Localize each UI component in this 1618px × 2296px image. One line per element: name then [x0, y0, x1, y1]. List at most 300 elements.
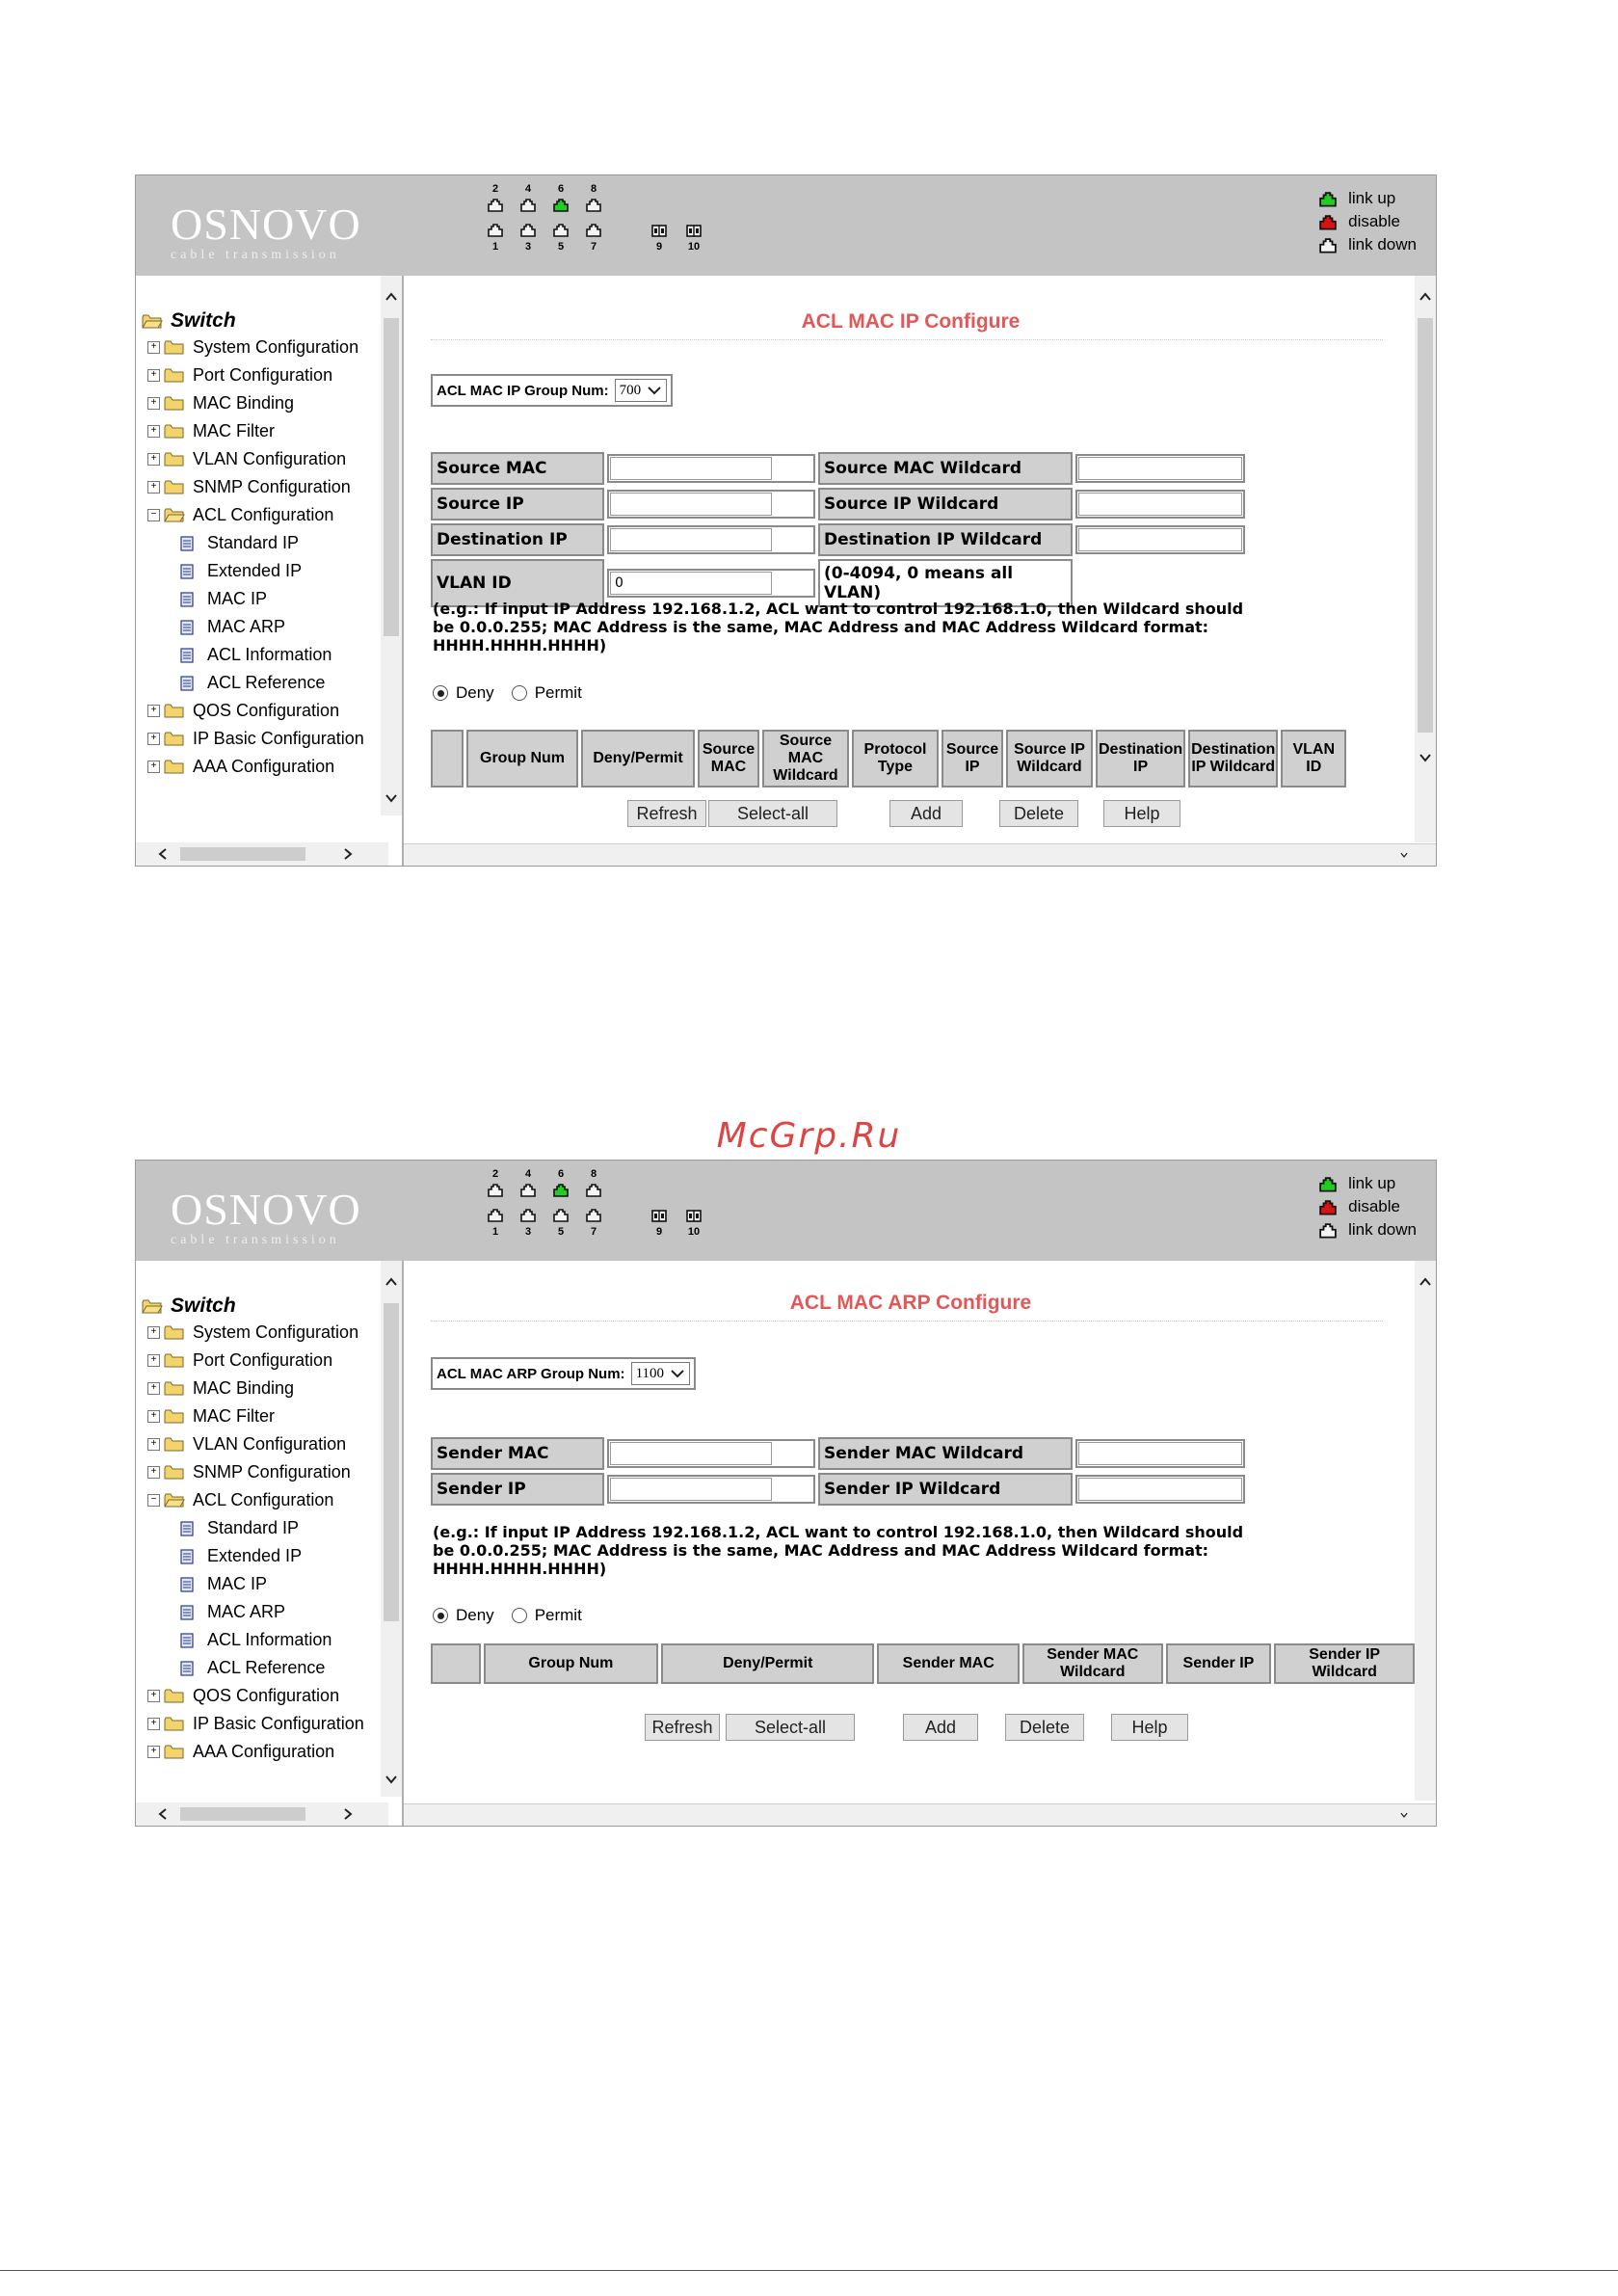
- folder-icon: [164, 396, 185, 411]
- nav-item-mac-ip[interactable]: [142, 1570, 364, 1598]
- document-icon: [180, 1577, 194, 1592]
- sfp-port-10-icon: [686, 1209, 702, 1222]
- port-3-icon: [520, 1209, 536, 1222]
- vlan-id-label: VLAN ID: [431, 559, 604, 607]
- content-vertical-scrollbar[interactable]: [1415, 276, 1436, 842]
- expand-icon[interactable]: +: [147, 425, 160, 438]
- document-icon: [180, 564, 194, 579]
- nav-root-switch[interactable]: [142, 1294, 364, 1319]
- link-down-port-icon: [1319, 238, 1337, 252]
- port-5-icon: [553, 1209, 569, 1222]
- text-input[interactable]: [607, 1439, 815, 1468]
- port-10-icon: [686, 1209, 702, 1222]
- note-line: be 0.0.0.255; MAC Address is the same, MAC Address and MAC Address Wildcard format:: [433, 1541, 1209, 1560]
- expand-icon[interactable]: +: [147, 1410, 160, 1423]
- scroll-up-icon[interactable]: [384, 1274, 399, 1290]
- nav-item-system-configuration[interactable]: [142, 1319, 364, 1347]
- nav-item-label: AAA Configuration: [193, 757, 335, 776]
- nav-item-mac-ip[interactable]: [142, 585, 364, 613]
- nav-item-vlan-configuration[interactable]: [142, 1430, 364, 1458]
- port-8-icon: [586, 199, 601, 212]
- column-header-source-ip: Source IP: [942, 730, 1003, 788]
- link-down-port-icon: [1319, 238, 1337, 254]
- logo-tagline: cable transmission: [171, 248, 340, 262]
- port-number: 10: [687, 1226, 701, 1238]
- legend-link-up: link up: [1348, 189, 1396, 207]
- port-3-icon: [520, 1209, 536, 1222]
- input-value: [1078, 1478, 1242, 1501]
- input-value: [1078, 457, 1242, 480]
- refresh-button[interactable]: Refresh: [627, 800, 706, 827]
- nav-item-label: System Configuration: [193, 1322, 359, 1342]
- permit-radio[interactable]: [512, 685, 527, 701]
- port-number: 7: [590, 241, 597, 253]
- nav-item-label: IP Basic Configuration: [193, 729, 364, 748]
- nav-pane: [136, 276, 404, 866]
- mac-ip-form: [428, 449, 1248, 610]
- column-header-sender-ip-wildcard: Sender IP Wildcard: [1274, 1643, 1415, 1684]
- legend-link-down: link down: [1348, 235, 1417, 254]
- deny-radio[interactable]: [433, 685, 448, 701]
- column-header-deny-permit: Deny/Permit: [661, 1643, 874, 1684]
- nav-item-label: MAC IP: [207, 1574, 268, 1593]
- link-up-port-icon: [1319, 1177, 1337, 1192]
- nav-item-mac-binding[interactable]: [142, 1375, 364, 1402]
- port-6-icon: [553, 199, 569, 212]
- input-value: [610, 1478, 772, 1501]
- text-input[interactable]: [607, 490, 815, 519]
- input-value: [610, 457, 772, 480]
- group-num-select[interactable]: [631, 1362, 690, 1385]
- nav-item-label: Standard IP: [207, 533, 300, 552]
- port-number: 9: [655, 241, 663, 253]
- text-input[interactable]: [1075, 454, 1245, 483]
- nav-item-label: Extended IP: [207, 1546, 303, 1565]
- osnovo-logo: [171, 202, 361, 262]
- folder-icon: [164, 340, 185, 355]
- link-down-port-icon: [1319, 1223, 1337, 1237]
- nav-item-label: ACL Configuration: [193, 505, 334, 524]
- column-header-destination-ip: Destination IP: [1096, 730, 1185, 788]
- folder-icon: [164, 1409, 185, 1424]
- port-number: 5: [557, 1226, 565, 1238]
- port-7-icon: [586, 1209, 601, 1222]
- column-header-group-num: Group Num: [484, 1643, 658, 1684]
- nav-item-acl-reference[interactable]: [142, 669, 364, 697]
- field-label: Destination IP: [431, 523, 604, 556]
- field-label: Source MAC: [431, 452, 604, 485]
- legend-disable: disable: [1348, 212, 1400, 230]
- scroll-down-icon[interactable]: [384, 1772, 399, 1787]
- link-down-port-icon: [1319, 1223, 1337, 1239]
- input-spacer: [774, 529, 812, 550]
- expand-icon[interactable]: +: [147, 1718, 160, 1730]
- port-4-icon: [520, 199, 536, 212]
- nav-item-acl-configuration[interactable]: [142, 1486, 364, 1514]
- expand-icon[interactable]: +: [147, 481, 160, 494]
- port-6-icon: [553, 1184, 569, 1197]
- expand-icon[interactable]: +: [147, 1354, 160, 1367]
- form-row: [431, 1473, 1245, 1506]
- input-spacer: [774, 494, 812, 515]
- document-icon: [180, 1661, 194, 1676]
- port-number: 2: [491, 183, 499, 195]
- expand-icon[interactable]: +: [147, 1746, 160, 1758]
- text-input[interactable]: [1075, 525, 1245, 554]
- document-icon: [180, 592, 194, 607]
- port-number: 1: [491, 1226, 499, 1238]
- disable-port-icon: [1319, 1200, 1337, 1214]
- folder-icon: [164, 1465, 185, 1480]
- expand-icon[interactable]: +: [147, 733, 160, 745]
- input-spacer: [774, 573, 812, 594]
- select-all-button[interactable]: Select-all: [726, 1714, 855, 1741]
- scroll-up-icon[interactable]: [1418, 289, 1433, 305]
- text-input[interactable]: [607, 525, 815, 554]
- text-input[interactable]: [1075, 490, 1245, 519]
- link-up-port-icon: [1319, 192, 1337, 205]
- port-5-icon: [553, 224, 569, 237]
- port-number: 4: [524, 183, 532, 195]
- nav-item-mac-filter[interactable]: [142, 417, 364, 445]
- scroll-thumb[interactable]: [180, 847, 305, 861]
- port-number: 8: [590, 1168, 597, 1180]
- link-up-port-icon: [1319, 192, 1337, 207]
- column-header-source-mac: Source MAC: [698, 730, 759, 788]
- port-1-icon: [488, 224, 503, 237]
- port-number: 10: [687, 241, 701, 253]
- port-9-icon: [651, 224, 667, 237]
- group-num-label: ACL MAC ARP Group Num:: [437, 1365, 625, 1382]
- group-num-control: [431, 374, 673, 407]
- chevron-down-icon: [647, 385, 662, 396]
- nav-item-vlan-configuration[interactable]: [142, 445, 364, 473]
- port-2-icon: [488, 199, 503, 212]
- field-input-cell: [1075, 452, 1245, 485]
- nav-item-snmp-configuration[interactable]: [142, 473, 364, 501]
- expand-icon[interactable]: +: [147, 1466, 160, 1479]
- scroll-thumb[interactable]: [180, 1807, 305, 1821]
- nav-item-acl-information[interactable]: [142, 641, 364, 669]
- folder-icon: [164, 480, 185, 494]
- nav-item-aaa-configuration[interactable]: [142, 753, 364, 781]
- disable-port-icon: [1319, 1200, 1337, 1215]
- refresh-button[interactable]: Refresh: [645, 1714, 720, 1741]
- scroll-up-icon[interactable]: [1418, 1274, 1433, 1290]
- input-value: [1078, 493, 1242, 516]
- add-button[interactable]: Add: [903, 1714, 978, 1741]
- page-title: ACL MAC ARP Configure: [789, 1292, 1032, 1314]
- input-spacer: [774, 458, 812, 479]
- wildcard-note: [433, 1523, 1243, 1578]
- expand-icon[interactable]: +: [147, 761, 160, 773]
- nav-item-acl-reference[interactable]: [142, 1654, 364, 1682]
- nav-pane: [136, 1261, 404, 1826]
- column-header-sender-ip: Sender IP: [1166, 1643, 1272, 1684]
- nav-item-label: MAC Binding: [193, 1378, 295, 1398]
- permit-label: Permit: [534, 683, 582, 702]
- nav-item-port-configuration[interactable]: [142, 1347, 364, 1375]
- delete-button[interactable]: Delete: [1005, 1714, 1084, 1741]
- document-icon: [180, 1605, 194, 1620]
- scroll-right-icon[interactable]: [340, 846, 356, 862]
- text-input[interactable]: [1075, 1475, 1245, 1504]
- field-input-cell: [1075, 488, 1245, 521]
- scroll-down-icon[interactable]: [1418, 750, 1433, 765]
- nav-item-mac-arp[interactable]: [142, 1598, 364, 1626]
- folder-open-icon: [142, 1299, 163, 1314]
- field-input-cell: [607, 1437, 815, 1470]
- scroll-left-icon[interactable]: [155, 846, 171, 862]
- folder-open-icon: [164, 508, 185, 522]
- port-number: 8: [590, 183, 597, 195]
- nav-item-mac-filter[interactable]: [142, 1402, 364, 1430]
- expand-icon[interactable]: +: [147, 341, 160, 354]
- nav-item-label: ACL Information: [207, 1630, 332, 1649]
- field-input-cell: [607, 452, 815, 485]
- document-icon: [180, 1633, 194, 1648]
- nav-item-extended-ip[interactable]: [142, 557, 364, 585]
- status-dropdown-icon[interactable]: [1399, 1810, 1409, 1820]
- help-button[interactable]: Help: [1103, 800, 1180, 827]
- column-header-source-mac-wildcard: Source MAC Wildcard: [762, 730, 849, 788]
- expand-icon[interactable]: +: [147, 453, 160, 466]
- nav-item-label: MAC Filter: [193, 421, 275, 441]
- nav-item-label: System Configuration: [193, 337, 359, 357]
- acl-mac-ip-window: [135, 174, 1437, 867]
- folder-icon: [164, 368, 185, 383]
- folder-icon: [164, 760, 185, 774]
- help-button[interactable]: Help: [1111, 1714, 1188, 1741]
- folder-icon: [164, 424, 185, 439]
- scroll-thumb[interactable]: [384, 1303, 399, 1621]
- nav-item-port-configuration[interactable]: [142, 361, 364, 389]
- nav-vertical-scrollbar[interactable]: [381, 1261, 402, 1797]
- nav-horizontal-scrollbar[interactable]: [136, 1802, 388, 1826]
- port-8-icon: [586, 1184, 601, 1197]
- permit-radio[interactable]: [512, 1608, 527, 1623]
- folder-icon: [164, 732, 185, 746]
- group-num-control: [431, 1357, 696, 1390]
- port-legend: [1319, 187, 1417, 256]
- nav-item-label: SNMP Configuration: [193, 1462, 351, 1482]
- status-bar: [404, 1803, 1436, 1826]
- collapse-icon[interactable]: −: [147, 509, 160, 521]
- title-divider: [431, 339, 1383, 340]
- nav-root-switch[interactable]: [142, 308, 364, 334]
- port-9-icon: [651, 1209, 667, 1222]
- note-line: HHHH.HHHH.HHHH): [433, 1560, 607, 1578]
- nav-item-ip-basic-configuration[interactable]: [142, 725, 364, 753]
- port-number: 3: [524, 241, 532, 253]
- delete-button[interactable]: Delete: [999, 800, 1078, 827]
- field-label: Sender IP Wildcard: [818, 1473, 1073, 1506]
- nav-item-aaa-configuration[interactable]: [142, 1738, 364, 1766]
- acl-rules-table: [428, 727, 1349, 790]
- port-10-icon: [686, 224, 702, 237]
- legend-disable: disable: [1348, 1197, 1400, 1215]
- folder-open-icon: [142, 314, 163, 329]
- folder-icon: [164, 1353, 185, 1368]
- expand-icon[interactable]: +: [147, 1690, 160, 1702]
- nav-item-label: Standard IP: [207, 1518, 300, 1537]
- sfp-port-9-icon: [651, 224, 667, 237]
- text-input[interactable]: [607, 1475, 815, 1504]
- folder-icon: [164, 1325, 185, 1340]
- group-num-select[interactable]: [615, 379, 668, 402]
- form-row: [431, 1437, 1245, 1470]
- legend-link-down: link down: [1348, 1220, 1417, 1239]
- nav-item-extended-ip[interactable]: [142, 1542, 364, 1570]
- nav-item-label: VLAN Configuration: [193, 1434, 347, 1454]
- text-input[interactable]: [1075, 1439, 1245, 1468]
- logo-name: OSNOVO: [171, 1185, 361, 1234]
- port-legend: [1319, 1172, 1417, 1241]
- nav-item-ip-basic-configuration[interactable]: [142, 1710, 364, 1738]
- field-label: Sender IP: [431, 1473, 604, 1506]
- deny-label: Deny: [456, 1606, 494, 1624]
- expand-icon[interactable]: +: [147, 1438, 160, 1451]
- expand-icon[interactable]: +: [147, 397, 160, 410]
- add-button[interactable]: Add: [889, 800, 963, 827]
- page-title: ACL MAC IP Configure: [801, 310, 1021, 333]
- scroll-up-icon[interactable]: [384, 289, 399, 305]
- nav-item-snmp-configuration[interactable]: [142, 1458, 364, 1486]
- text-input[interactable]: [607, 454, 815, 483]
- scroll-down-icon[interactable]: [384, 790, 399, 806]
- nav-item-label: ACL Reference: [207, 1658, 326, 1677]
- legend-link-up: link up: [1348, 1174, 1396, 1192]
- port-8-icon: [586, 199, 601, 212]
- column-header-vlan-id: VLAN ID: [1281, 730, 1346, 788]
- port-number: 6: [557, 1168, 565, 1180]
- nav-item-label: SNMP Configuration: [193, 477, 351, 496]
- column-header-source-ip-wildcard: Source IP Wildcard: [1006, 730, 1093, 788]
- port-1-icon: [488, 1209, 503, 1222]
- nav-item-system-configuration[interactable]: [142, 334, 364, 361]
- scroll-thumb[interactable]: [384, 318, 399, 636]
- nav-root-label: Switch: [171, 309, 236, 332]
- action-radio-group: [433, 1606, 582, 1625]
- document-icon: [180, 620, 194, 635]
- nav-item-label: MAC Filter: [193, 1406, 275, 1426]
- port-1-icon: [488, 1209, 503, 1222]
- column-header-protocol-type: Protocol Type: [852, 730, 939, 788]
- field-input-cell: [607, 1473, 815, 1506]
- nav-item-label: AAA Configuration: [193, 1742, 335, 1761]
- nav-item-qos-configuration[interactable]: [142, 1682, 364, 1710]
- disable-port-icon: [1319, 215, 1337, 230]
- expand-icon[interactable]: +: [147, 1326, 160, 1339]
- folder-icon: [164, 1745, 185, 1759]
- port-4-icon: [520, 199, 536, 212]
- nav-item-label: VLAN Configuration: [193, 449, 347, 468]
- watermark: McGrp.Ru: [716, 1116, 902, 1156]
- folder-icon: [164, 1381, 185, 1396]
- collapse-icon[interactable]: −: [147, 1494, 160, 1507]
- column-header-group-num: Group Num: [466, 730, 578, 788]
- deny-radio[interactable]: [433, 1608, 448, 1623]
- nav-item-label: QOS Configuration: [193, 701, 340, 720]
- nav-item-acl-information[interactable]: [142, 1626, 364, 1654]
- input-spacer: [774, 1443, 812, 1464]
- nav-horizontal-scrollbar[interactable]: [136, 842, 388, 866]
- nav-item-acl-configuration[interactable]: [142, 501, 364, 529]
- scroll-left-icon[interactable]: [155, 1806, 171, 1822]
- field-input-cell: [1075, 1473, 1245, 1506]
- nav-item-label: MAC ARP: [207, 1602, 286, 1621]
- mac-arp-form: [428, 1434, 1248, 1508]
- logo-name: OSNOVO: [171, 200, 361, 249]
- logo-tagline: cable transmission: [171, 1233, 340, 1247]
- content-vertical-scrollbar[interactable]: [1415, 1261, 1436, 1801]
- header-bar: [136, 175, 1436, 276]
- expand-icon[interactable]: +: [147, 705, 160, 717]
- port-2-icon: [488, 199, 503, 212]
- group-num-label: ACL MAC IP Group Num:: [437, 382, 609, 399]
- nav-item-mac-binding[interactable]: [142, 389, 364, 417]
- expand-icon[interactable]: +: [147, 369, 160, 382]
- nav-item-label: MAC Binding: [193, 393, 295, 413]
- nav-item-label: QOS Configuration: [193, 1686, 340, 1705]
- header-bar: [136, 1161, 1436, 1261]
- field-input-cell: [607, 523, 815, 556]
- input-value: [610, 528, 772, 551]
- port-number: 3: [524, 1226, 532, 1238]
- nav-root-label: Switch: [171, 1295, 236, 1317]
- input-spacer: [774, 1479, 812, 1500]
- page-rule: [0, 2270, 1618, 2271]
- port-number: 2: [491, 1168, 499, 1180]
- folder-icon: [164, 1717, 185, 1731]
- nav-vertical-scrollbar[interactable]: [381, 276, 402, 815]
- port-3-icon: [520, 224, 536, 237]
- field-label: Source MAC Wildcard: [818, 452, 1073, 485]
- form-row: [431, 452, 1245, 485]
- note-line: (e.g.: If input IP Address 192.168.1.2, ACL want to control 192.168.1.0, then Wildcard should: [433, 1523, 1244, 1541]
- nav-item-label: Port Configuration: [193, 365, 333, 385]
- osnovo-logo: [171, 1185, 361, 1247]
- acl-mac-arp-window: [135, 1160, 1437, 1827]
- column-header-sender-mac: Sender MAC: [877, 1643, 1020, 1684]
- input-value: 0: [610, 572, 772, 595]
- nav-item-qos-configuration[interactable]: [142, 697, 364, 725]
- deny-label: Deny: [456, 683, 494, 702]
- nav-item-standard-ip[interactable]: [142, 529, 364, 557]
- content-pane: [404, 276, 1418, 842]
- status-dropdown-icon[interactable]: [1399, 850, 1409, 860]
- sfp-port-10-icon: [686, 224, 702, 237]
- document-icon: [180, 536, 194, 551]
- nav-item-mac-arp[interactable]: [142, 613, 364, 641]
- expand-icon[interactable]: +: [147, 1382, 160, 1395]
- port-number: 5: [557, 241, 565, 253]
- scroll-thumb[interactable]: [1418, 318, 1433, 733]
- port-2-icon: [488, 1184, 503, 1197]
- disable-port-icon: [1319, 215, 1337, 228]
- port-1-icon: [488, 224, 503, 237]
- column-header-select: [431, 730, 464, 788]
- field-input-cell: [607, 488, 815, 521]
- field-label: Sender MAC Wildcard: [818, 1437, 1073, 1470]
- nav-item-label: Port Configuration: [193, 1350, 333, 1370]
- vlan-id-input[interactable]: [607, 569, 815, 598]
- select-all-button[interactable]: Select-all: [708, 800, 837, 827]
- nav-item-standard-ip[interactable]: [142, 1514, 364, 1542]
- wildcard-note: [433, 600, 1243, 654]
- scroll-right-icon[interactable]: [340, 1806, 356, 1822]
- link-up-port-icon: [1319, 1177, 1337, 1190]
